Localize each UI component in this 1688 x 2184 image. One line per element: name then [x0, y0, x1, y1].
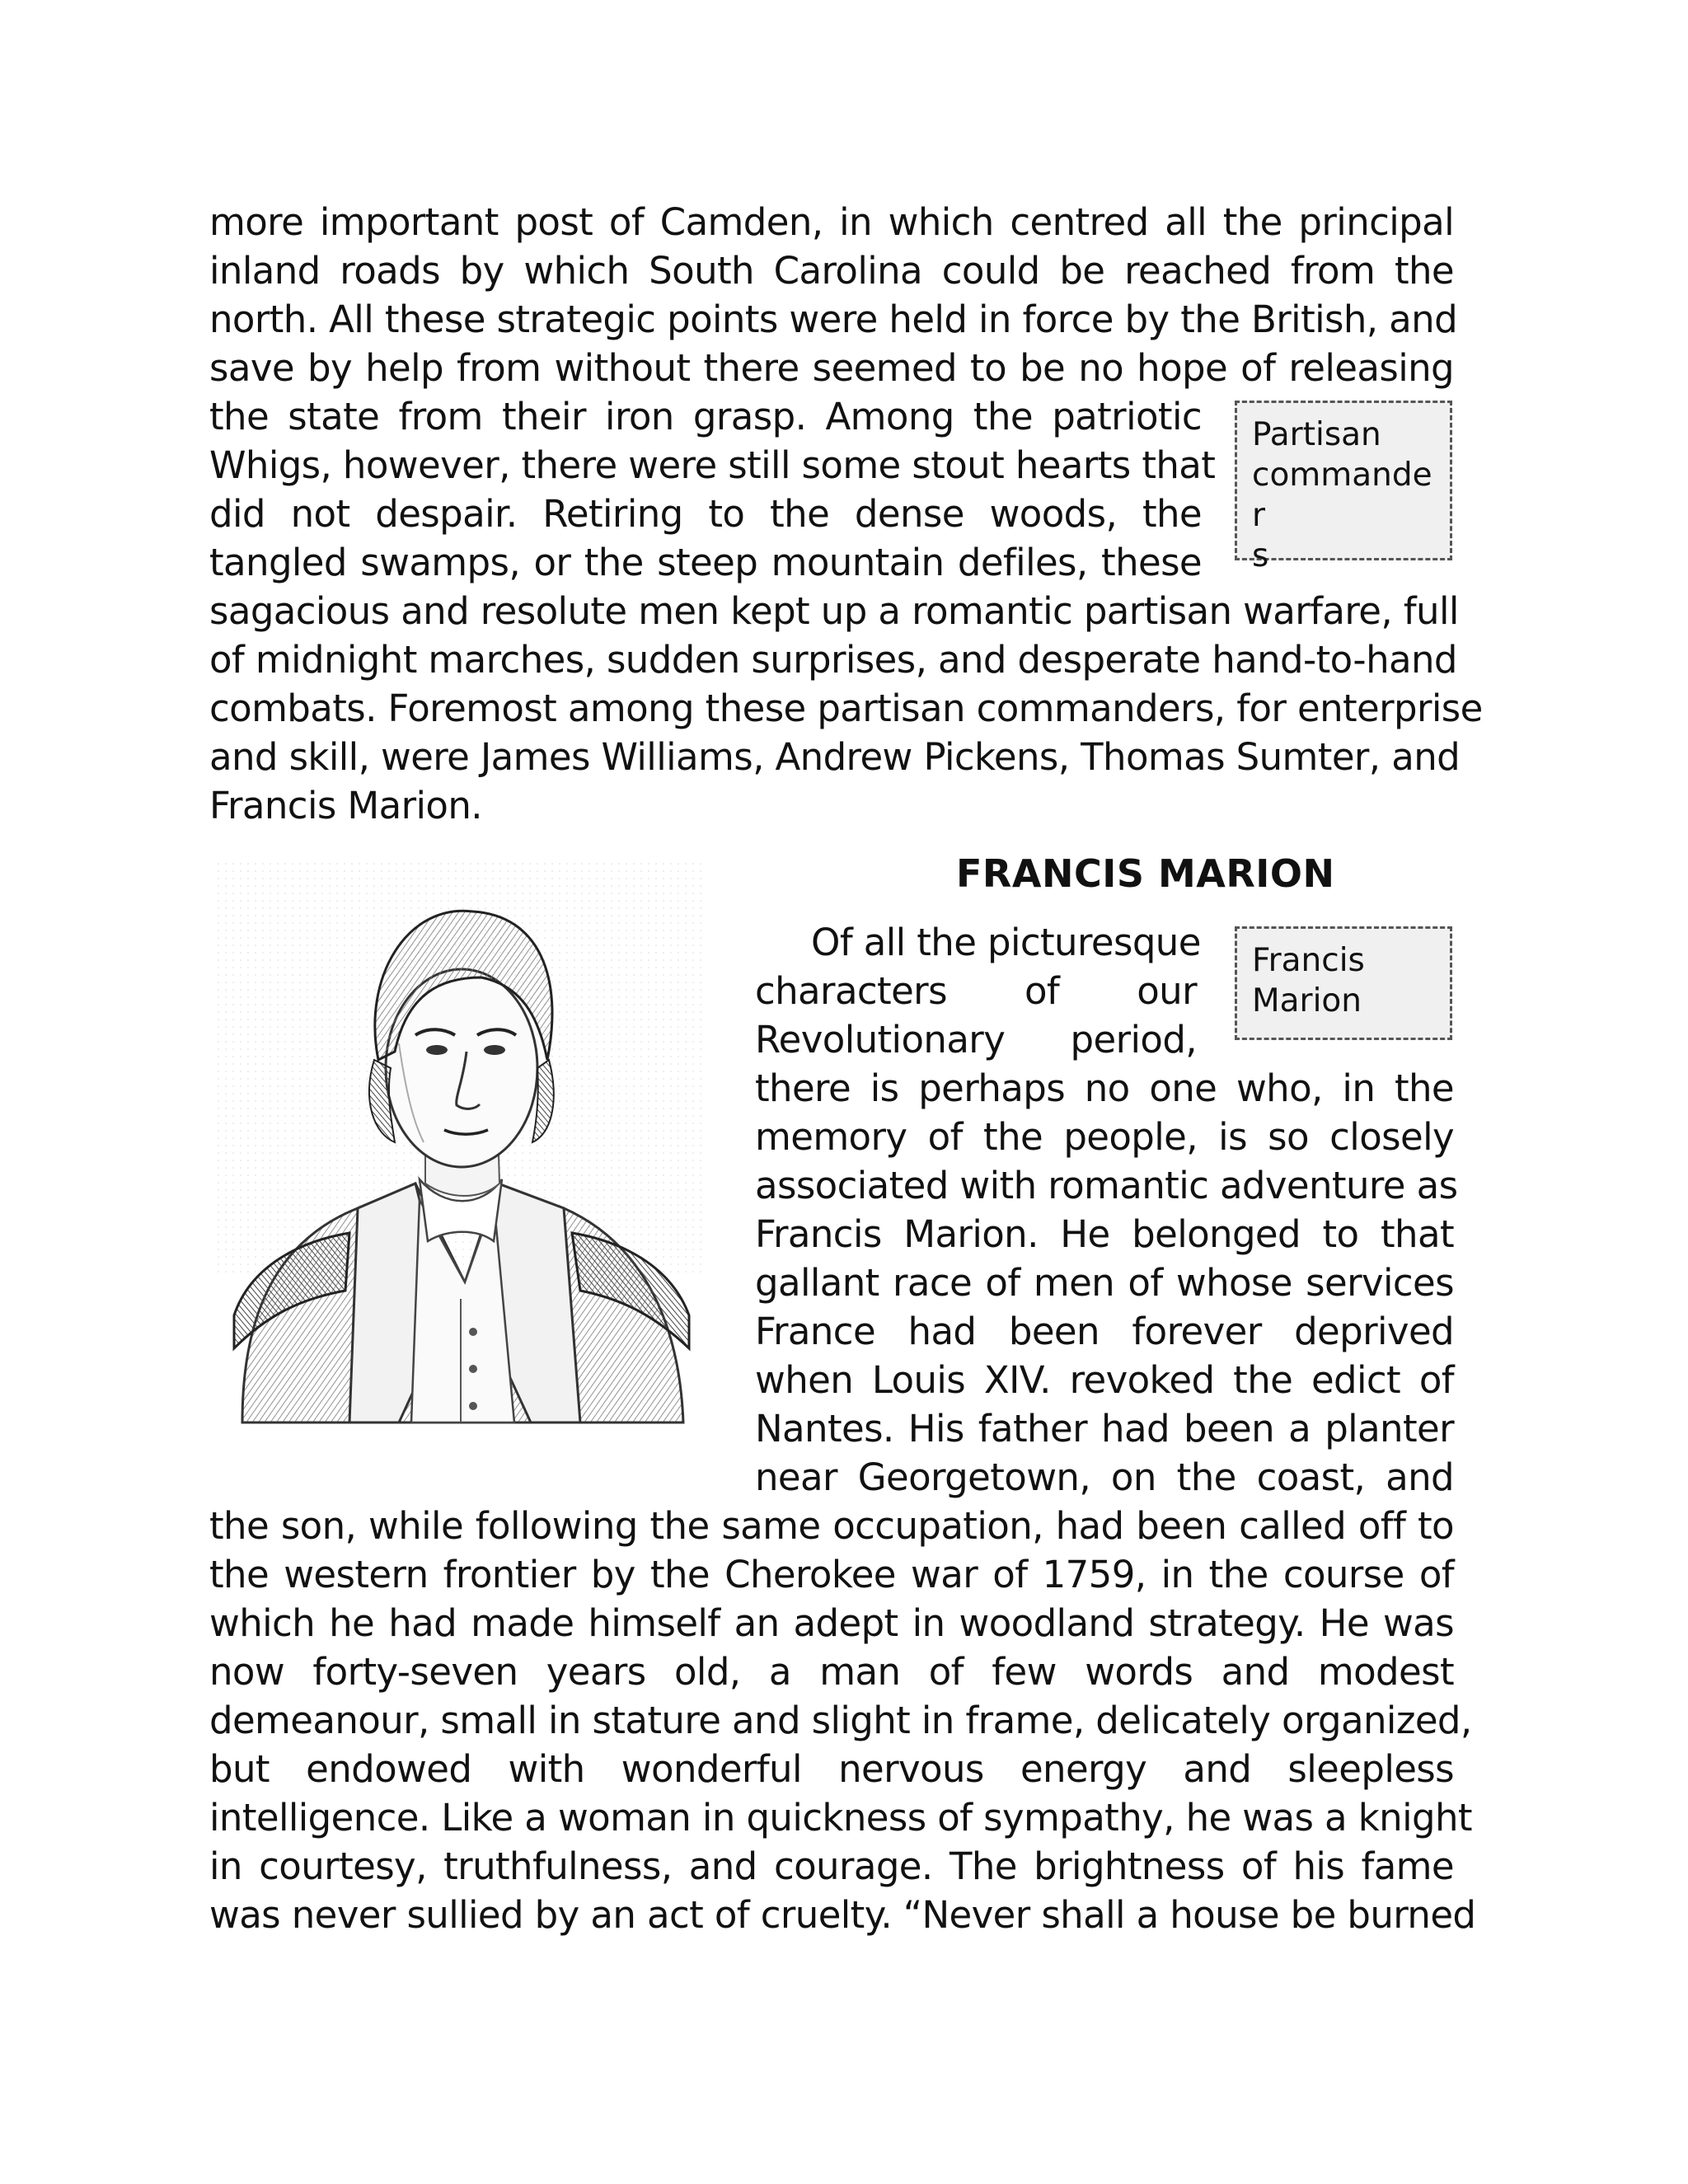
body-line: the western frontier by the Cherokee war of 1759, in the course of	[209, 1553, 1454, 1596]
body-line: was never sullied by an act of cruelty. “Never shall a house be burned	[209, 1893, 1476, 1937]
margin-note-francis-marion: Francis Marion	[1235, 926, 1452, 1040]
body-line: France had been forever deprived	[755, 1310, 1454, 1353]
body-line: sagacious and resolute men kept up a romantic partisan warfare, full	[209, 589, 1459, 633]
body-line: memory of the people, is so closely	[755, 1115, 1454, 1159]
body-line: and skill, were James Williams, Andrew Pickens, Thomas Sumter, and	[209, 735, 1461, 779]
body-line: when Louis XIV. revoked the edict of	[755, 1358, 1454, 1402]
body-line: gallant race of men of whose services	[755, 1261, 1454, 1305]
body-line: characters of our	[755, 969, 1197, 1013]
body-line: did not despair. Retiring to the dense woods, the	[209, 492, 1202, 536]
body-line: associated with romantic adventure as	[755, 1164, 1458, 1207]
body-line: now forty-seven years old, a man of few words and modest	[209, 1650, 1454, 1694]
body-line: tangled swamps, or the steep mountain defiles, these	[209, 541, 1202, 584]
body-line: Francis Marion.	[209, 784, 482, 827]
body-line: there is perhaps no one who, in the	[755, 1066, 1454, 1110]
body-line: Of all the picturesque	[811, 921, 1201, 964]
body-line: Nantes. His father had been a planter	[755, 1407, 1454, 1451]
body-line: the son, while following the same occupation, had been called off to	[209, 1504, 1454, 1548]
body-line: which he had made himself an adept in woodland strategy. He was	[209, 1601, 1454, 1645]
body-line: the state from their iron grasp. Among the patriotic	[209, 395, 1202, 438]
body-line: more important post of Camden, in which centred all the principal	[209, 200, 1454, 244]
body-line: inland roads by which South Carolina could be reached from the	[209, 249, 1454, 293]
body-line: but endowed with wonderful nervous energy and sleepless	[209, 1747, 1454, 1791]
section-heading: FRANCIS MARION	[956, 851, 1335, 896]
body-line: north. All these strategic points were held in force by the British, and	[209, 298, 1458, 341]
body-line: Francis Marion. He belonged to that	[755, 1212, 1454, 1256]
body-line: Whigs, however, there were still some stout hearts that	[209, 443, 1216, 487]
body-line: combats. Foremost among these partisan commanders, for enterprise	[209, 687, 1483, 730]
body-line: of midnight marches, sudden surprises, and desperate hand-to-hand	[209, 638, 1457, 682]
body-line: save by help from without there seemed to be no hope of releasing	[209, 346, 1454, 390]
body-line: in courtesy, truthfulness, and courage. The brightness of his fame	[209, 1844, 1454, 1888]
margin-note-partisan-commanders: Partisan commander s	[1235, 401, 1452, 560]
body-line: intelligence. Like a woman in quickness of sympathy, he was a knight	[209, 1796, 1472, 1840]
body-line: Revolutionary period,	[755, 1018, 1197, 1062]
francis-marion-portrait	[209, 854, 714, 1431]
body-line: demeanour, small in stature and slight in frame, delicately organized,	[209, 1699, 1472, 1742]
body-line: near Georgetown, on the coast, and	[755, 1455, 1454, 1499]
